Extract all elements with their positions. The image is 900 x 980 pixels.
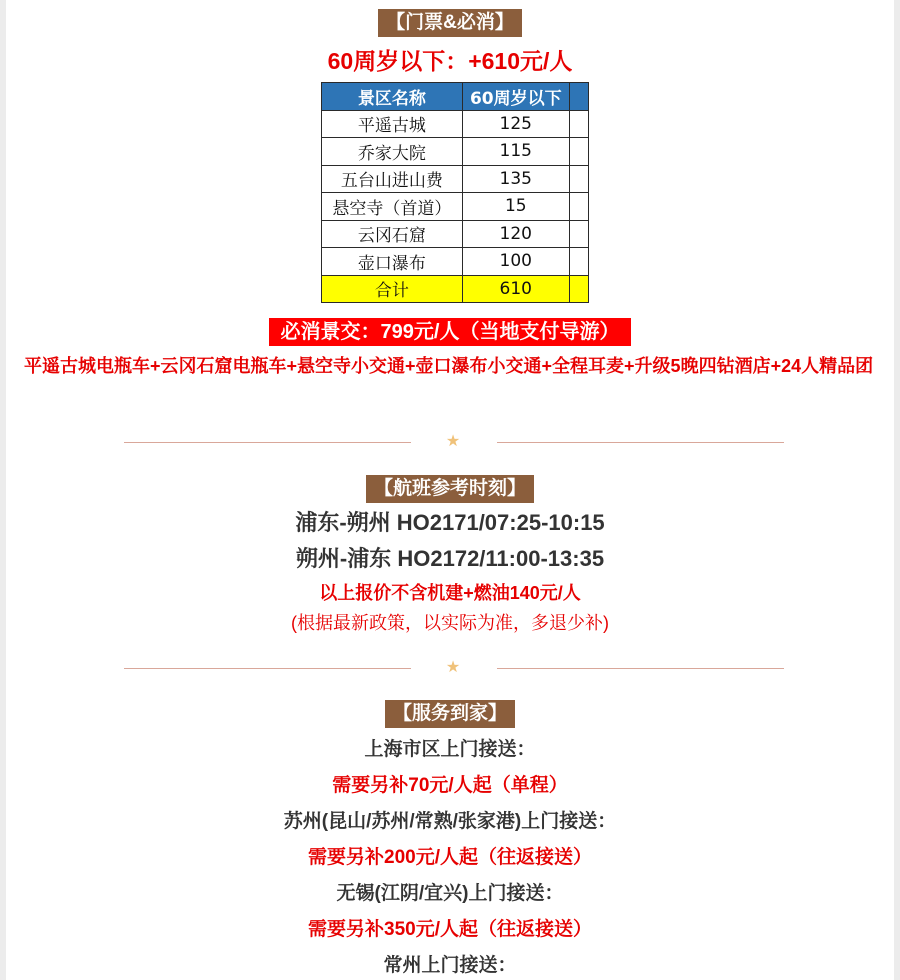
- service-price: 需要另补200元/人起（往返接送）: [308, 847, 592, 868]
- service-section-tag: 【服务到家】: [385, 700, 515, 728]
- table-cell: 壶口瀑布: [322, 248, 463, 276]
- table-cell: 115: [462, 138, 569, 166]
- table-row: [322, 165, 589, 193]
- table-row: [322, 138, 589, 166]
- mandatory-fee-banner: 必消景交：799元/人（当地支付导游）: [269, 318, 632, 346]
- table-header-cell: [569, 83, 588, 111]
- table-total-value: 610: [462, 275, 569, 303]
- section-divider: [6, 432, 894, 452]
- divider-line: [124, 442, 411, 443]
- flight-section-header: [6, 475, 894, 503]
- table-cell: 悬空寺（首道）: [322, 193, 463, 221]
- table-cell: [569, 110, 588, 138]
- flight-line: 浦东-朔州 HO2171/07:25-10:15: [295, 510, 605, 535]
- tickets-section-header: [6, 9, 894, 37]
- table-header-cell: 景区名称: [322, 83, 463, 111]
- flight-section-tag: 【航班参考时刻】: [366, 475, 534, 503]
- tickets-section-tag: 【门票&必消】: [378, 9, 522, 37]
- service-location: 苏州(昆山/苏州/常熟/张家港)上门接送：: [283, 811, 617, 832]
- page: [6, 0, 894, 980]
- table-header-cell: 60周岁以下: [462, 83, 569, 111]
- table-cell: 平遥古城: [322, 110, 463, 138]
- table-cell: [569, 275, 588, 303]
- divider-line: [124, 668, 411, 669]
- table-total-row: [322, 275, 589, 303]
- service-location: 上海市区上门接送：: [364, 739, 536, 760]
- table-cell: 120: [462, 220, 569, 248]
- table-cell: 135: [462, 165, 569, 193]
- mandatory-fee-row: [6, 318, 894, 346]
- table-row: [322, 110, 589, 138]
- table-cell: 乔家大院: [322, 138, 463, 166]
- service-location: 常州上门接送：: [383, 955, 517, 976]
- table-row: [322, 193, 589, 221]
- table-cell: 五台山进山费: [322, 165, 463, 193]
- fee-note: 以上报价不含机建+燃油140元/人: [319, 583, 581, 603]
- divider-line: [497, 668, 784, 669]
- divider-line: [497, 442, 784, 443]
- table-cell: 100: [462, 248, 569, 276]
- service-section-header: [6, 700, 894, 728]
- service-price: 需要另补350元/人起（往返接送）: [308, 919, 592, 940]
- service-location: 无锡(江阴/宜兴)上门接送：: [336, 883, 564, 904]
- tickets-headline: 60周岁以下：+610元/人: [327, 48, 573, 74]
- table-cell: 125: [462, 110, 569, 138]
- table-cell: 云冈石窟: [322, 220, 463, 248]
- table-row: [322, 220, 589, 248]
- policy-note: (根据最新政策，以实际为准，多退少补): [291, 613, 609, 633]
- table-cell: [569, 138, 588, 166]
- table-cell: [569, 193, 588, 221]
- table-total-label: 合计: [322, 275, 463, 303]
- table-row: [322, 248, 589, 276]
- table-cell: 15: [462, 193, 569, 221]
- included-items-text: 平遥古城电瓶车+云冈石窟电瓶车+悬空寺小交通+壶口瀑布小交通+全程耳麦+升级5晚四钻酒店+24人精品团: [24, 356, 874, 376]
- star-icon: ★: [445, 433, 461, 450]
- flight-line: 朔州-浦东 HO2172/11:00-13:35: [295, 546, 605, 571]
- table-cell: [569, 248, 588, 276]
- table-header-row: [322, 83, 589, 111]
- section-divider: [6, 658, 894, 678]
- service-price: 需要另补70元/人起（单程）: [332, 775, 568, 796]
- ticket-price-table: [321, 82, 589, 304]
- ticket-table: [321, 82, 589, 303]
- table-cell: [569, 165, 588, 193]
- star-icon: ★: [445, 659, 461, 676]
- table-cell: [569, 220, 588, 248]
